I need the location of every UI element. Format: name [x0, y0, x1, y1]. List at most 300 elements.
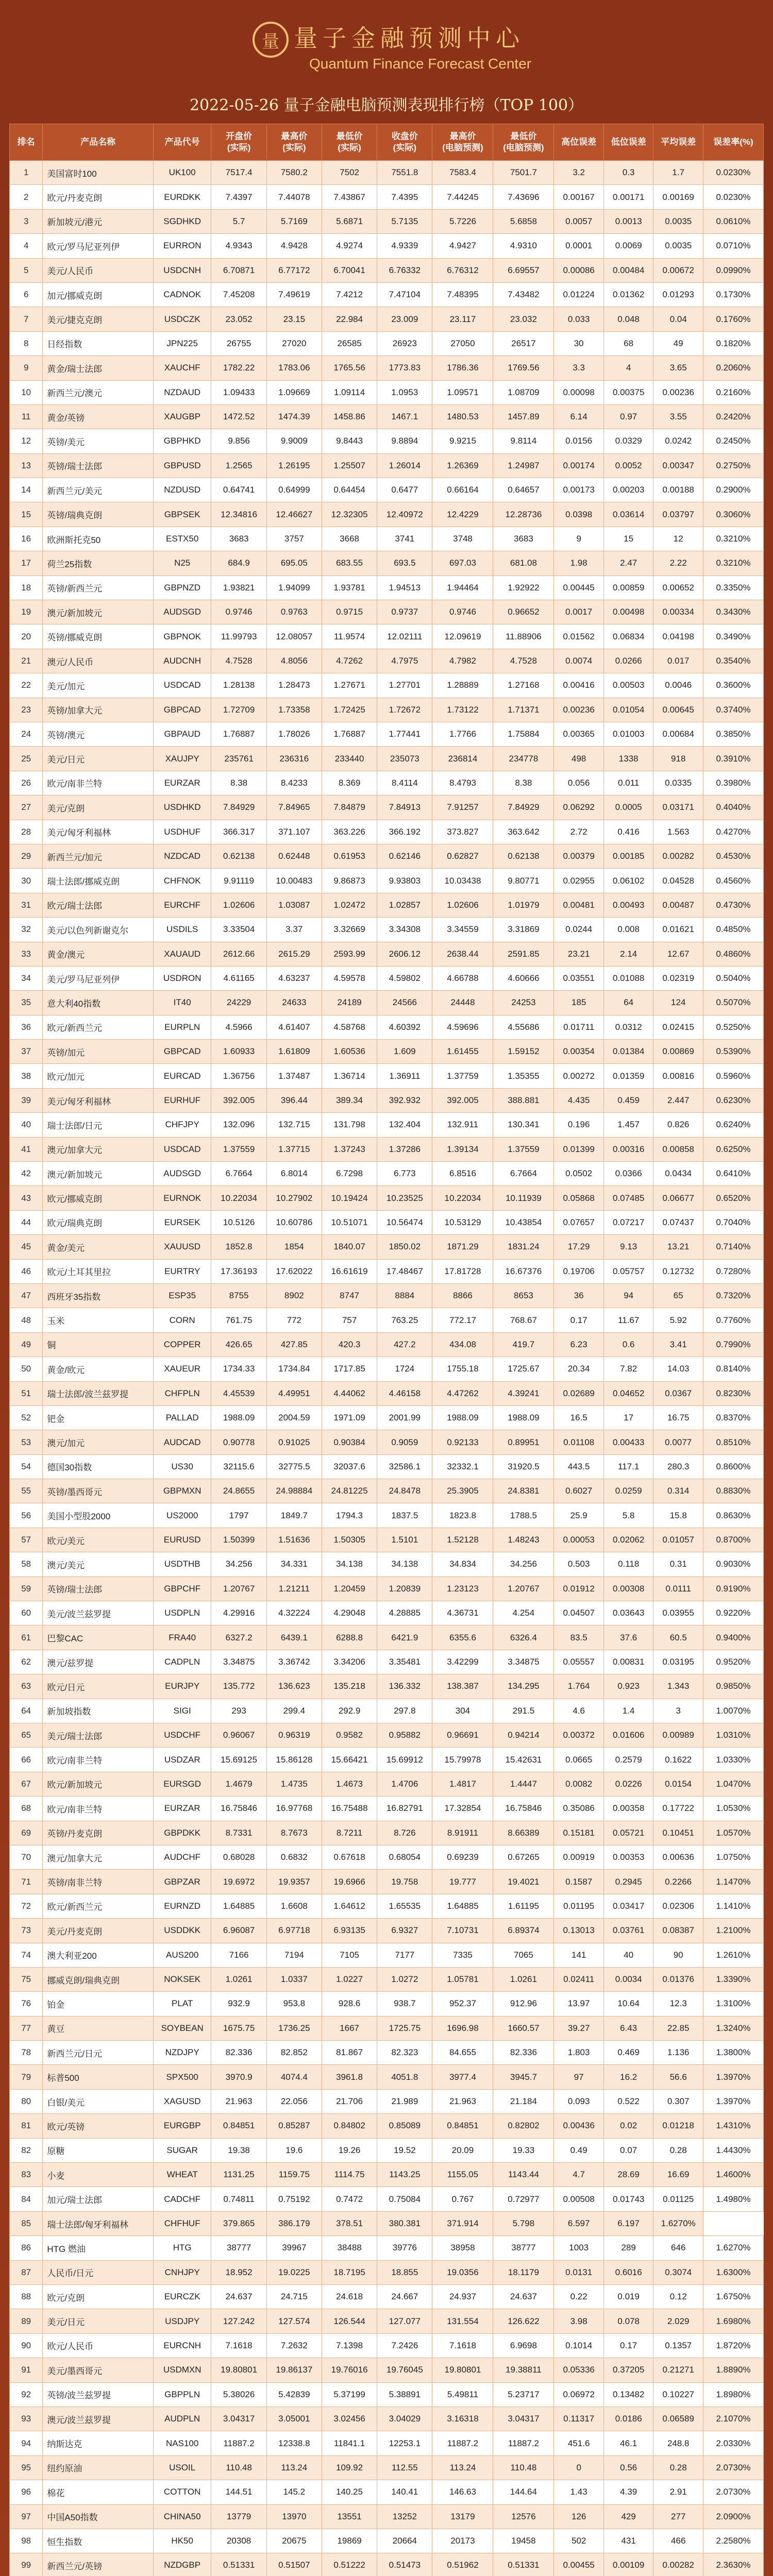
table-row — [10, 942, 764, 966]
avg-error-cell: 0.03195 — [653, 1650, 703, 1674]
high-cell: 1.61809 — [266, 1040, 322, 1064]
product-code-cell: UK100 — [153, 161, 211, 185]
predicted-high-cell: 1.39134 — [432, 1137, 493, 1161]
open-cell: 16.75846 — [211, 1797, 266, 1821]
predicted-high-cell: 9.9215 — [432, 429, 493, 453]
predicted-low-cell: 26517 — [493, 331, 554, 355]
predicted-low-cell: 21.184 — [493, 2089, 554, 2113]
rank-cell: 31 — [10, 893, 43, 917]
predicted-high-cell: 1.7766 — [432, 722, 493, 746]
high-cell: 427.85 — [266, 1332, 322, 1357]
low-error-cell: 0.05721 — [603, 1821, 653, 1845]
rank-cell: 20 — [10, 624, 43, 649]
product-name-cell: 美元/波兰兹罗提 — [43, 1601, 154, 1625]
avg-error-cell: 0.04 — [653, 307, 703, 331]
product-code-cell: HTG — [153, 2236, 211, 2260]
low-cell: 683.55 — [322, 551, 377, 575]
rank-cell: 93 — [10, 2406, 43, 2431]
high-error-cell: 0.49 — [554, 2138, 604, 2162]
high-cell: 1.03087 — [266, 893, 322, 917]
product-code-cell: USDDKK — [153, 1919, 211, 1943]
high-cell: 10.60786 — [266, 1210, 322, 1234]
predicted-high-cell: 7.91257 — [432, 795, 493, 820]
predicted-high-cell: 38958 — [432, 2236, 493, 2260]
low-error-cell: 0.2579 — [603, 1748, 653, 1772]
low-error-cell: 0.01003 — [603, 722, 653, 746]
predicted-high-cell: 32332.1 — [432, 1454, 493, 1479]
predicted-high-cell: 7583.4 — [432, 161, 493, 185]
product-code-cell: US30 — [153, 1454, 211, 1479]
low-cell: 1.4673 — [322, 1772, 377, 1796]
close-cell: 1724 — [377, 1357, 432, 1381]
product-name-cell: 欧元/南非兰特 — [43, 1748, 154, 1772]
product-code-cell: HK50 — [153, 2529, 211, 2553]
low-error-cell: 0.00484 — [603, 258, 653, 282]
high-cell: 371.107 — [266, 820, 322, 844]
high-cell: 3757 — [266, 527, 322, 551]
close-cell: 24.8478 — [377, 1479, 432, 1503]
open-cell: 9.91119 — [211, 869, 266, 893]
low-error-cell: 0.03417 — [603, 1894, 653, 1918]
low-cell: 3.34206 — [322, 1650, 377, 1674]
low-error-cell: 0.0259 — [603, 1479, 653, 1503]
avg-error-cell: 0.00169 — [653, 185, 703, 209]
open-cell: 12.34816 — [211, 502, 266, 527]
high-cell: 7.49619 — [266, 282, 322, 307]
low-error-cell: 15 — [603, 527, 653, 551]
product-code-cell: USDILS — [153, 918, 211, 942]
predicted-low-cell: 38777 — [493, 2236, 554, 2260]
table-row — [10, 1625, 764, 1650]
table-row — [10, 1162, 764, 1186]
predicted-high-cell: 1.64885 — [432, 1894, 493, 1918]
product-code-cell: SOYBEAN — [153, 2016, 211, 2040]
avg-error-cell: 0.0242 — [653, 429, 703, 453]
low-cell: 126.544 — [322, 2309, 377, 2333]
high-error-cell: 0.0131 — [554, 2260, 604, 2284]
table-row — [10, 551, 764, 575]
product-name-cell: HTG 燃油 — [43, 2236, 154, 2260]
low-error-cell: 0.118 — [603, 1552, 653, 1577]
product-name-cell: 黄豆 — [43, 2016, 154, 2040]
high-cell: 8.4233 — [266, 771, 322, 795]
product-name-cell: 瑞士法郎/日元 — [43, 1113, 154, 1137]
rank-cell: 48 — [10, 1308, 43, 1332]
table-row — [10, 1919, 764, 1943]
close-cell: 2606.12 — [377, 942, 432, 966]
high-error-cell: 0.04507 — [554, 1601, 604, 1625]
product-name-cell: 恒生指数 — [43, 2529, 154, 2553]
error-rate-cell: 1.3970% — [703, 2089, 764, 2113]
close-cell: 15.69912 — [377, 1748, 432, 1772]
open-cell: 5.7 — [211, 209, 266, 233]
rank-cell: 45 — [10, 1235, 43, 1259]
low-error-cell: 0.01606 — [603, 1723, 653, 1748]
high-error-cell: 13.97 — [554, 1992, 604, 2016]
high-error-cell: 97 — [554, 2065, 604, 2089]
product-name-cell: 欧元/克朗 — [43, 2284, 154, 2309]
avg-error-cell: 3.65 — [653, 356, 703, 380]
high-error-cell: 4.7 — [554, 2163, 604, 2187]
table-row — [10, 2333, 764, 2358]
error-rate-cell: 0.7760% — [703, 1308, 764, 1332]
low-cell: 6.7298 — [322, 1162, 377, 1186]
predicted-low-cell: 6.9698 — [493, 2333, 554, 2358]
product-name-cell: 人民币/日元 — [43, 2260, 154, 2284]
high-error-cell: 0.0398 — [554, 502, 604, 527]
high-cell: 2615.29 — [266, 942, 322, 966]
high-error-cell: 0.00416 — [554, 673, 604, 698]
table-row — [10, 1381, 764, 1405]
product-name-cell: 美元/墨西哥元 — [43, 2358, 154, 2382]
predicted-low-cell: 0.64657 — [493, 478, 554, 502]
high-error-cell: 0.00173 — [554, 478, 604, 502]
predicted-high-cell: 1823.8 — [432, 1503, 493, 1528]
rank-cell: 89 — [10, 2309, 43, 2333]
predicted-low-cell: 130.341 — [493, 1113, 554, 1137]
predicted-high-cell: 12.09619 — [432, 624, 493, 649]
close-cell: 24.667 — [377, 2284, 432, 2309]
close-cell: 3.04029 — [377, 2406, 432, 2431]
table-row — [10, 307, 764, 331]
product-name-cell: 美元/人民币 — [43, 258, 154, 282]
table-row — [10, 2358, 764, 2382]
predicted-high-cell: 10.22034 — [432, 1186, 493, 1210]
low-error-cell: 429 — [603, 2504, 653, 2529]
product-code-cell: GBPHKD — [153, 429, 211, 453]
avg-error-cell: 277 — [653, 2504, 703, 2529]
error-rate-cell: 0.7140% — [703, 1235, 764, 1259]
product-name-cell: 美元/日元 — [43, 747, 154, 771]
predicted-low-cell: 5.6858 — [493, 209, 554, 233]
low-cell: 19.26 — [322, 2138, 377, 2162]
table-row — [10, 2187, 764, 2211]
predicted-low-cell: 0.89951 — [493, 1430, 554, 1454]
high-cell: 1783.06 — [266, 356, 322, 380]
table-row — [10, 1405, 764, 1430]
open-cell: 1131.25 — [211, 2163, 266, 2187]
low-cell: 21.706 — [322, 2089, 377, 2113]
predicted-high-cell: 27050 — [432, 331, 493, 355]
high-cell: 136.623 — [266, 1674, 322, 1699]
predicted-high-cell: 373.827 — [432, 820, 493, 844]
high-error-cell: 0.00053 — [554, 1528, 604, 1552]
avg-error-cell: 124 — [653, 991, 703, 1015]
product-code-cell: EURNZD — [153, 1894, 211, 1918]
error-rate-cell: 1.1470% — [703, 1870, 764, 1894]
low-error-cell: 1.457 — [603, 1113, 653, 1137]
predicted-high-cell: 3.42299 — [432, 1650, 493, 1674]
avg-error-cell: 1.7 — [653, 161, 703, 185]
close-cell: 19.76045 — [377, 2358, 432, 2382]
close-cell: 17.48467 — [377, 1259, 432, 1283]
open-cell: 20308 — [211, 2529, 266, 2553]
product-code-cell: EURDKK — [153, 185, 211, 209]
table-row — [10, 380, 764, 404]
predicted-high-cell: 236814 — [432, 747, 493, 771]
product-name-cell: 美元/匈牙利福林 — [43, 820, 154, 844]
close-cell: 23.009 — [377, 307, 432, 331]
predicted-high-cell: 146.63 — [432, 2480, 493, 2504]
high-error-cell: 0.11317 — [554, 2406, 604, 2431]
product-name-cell: 加元/挪威克朗 — [43, 282, 154, 307]
error-rate-cell: 0.1760% — [703, 307, 764, 331]
error-rate-cell: 0.9190% — [703, 1577, 764, 1601]
close-cell: 127.077 — [377, 2309, 432, 2333]
predicted-high-cell: 0.767 — [432, 2187, 493, 2211]
rank-cell: 65 — [10, 1723, 43, 1748]
predicted-high-cell: 4.47262 — [432, 1381, 493, 1405]
open-cell: 1.2565 — [211, 453, 266, 478]
table-row — [10, 258, 764, 282]
low-cell: 1.37243 — [322, 1137, 377, 1161]
high-cell: 6439.1 — [266, 1625, 322, 1650]
low-cell: 1667 — [322, 2016, 377, 2040]
error-rate-cell: 0.8510% — [703, 1430, 764, 1454]
column-header: 低位误差 — [603, 124, 653, 161]
avg-error-cell: 0.31 — [653, 1552, 703, 1577]
rank-cell: 49 — [10, 1332, 43, 1357]
low-error-cell: 9.13 — [603, 1235, 653, 1259]
product-name-cell: 英镑/澳元 — [43, 722, 154, 746]
product-name-cell: 棉花 — [43, 2480, 154, 2504]
close-cell: 392.932 — [377, 1088, 432, 1112]
open-cell: 1472.52 — [211, 404, 266, 429]
high-error-cell: 39.27 — [554, 2016, 604, 2040]
high-cell: 1.4735 — [266, 1772, 322, 1796]
close-cell: 24566 — [377, 991, 432, 1015]
product-code-cell: EURSEK — [153, 1210, 211, 1234]
low-cell: 1765.56 — [322, 356, 377, 380]
open-cell: 1782.22 — [211, 356, 266, 380]
predicted-low-cell: 11887.2 — [493, 2431, 554, 2455]
open-cell: 1.4679 — [211, 1772, 266, 1796]
product-code-cell: XAUCHF — [153, 356, 211, 380]
close-cell: 12.02111 — [377, 624, 432, 649]
low-error-cell: 0.37205 — [603, 2358, 653, 2382]
predicted-high-cell: 84.655 — [432, 2041, 493, 2065]
close-cell: 8884 — [377, 1283, 432, 1308]
product-name-cell: 美国富时100 — [43, 161, 154, 185]
high-cell: 4.49951 — [266, 1381, 322, 1405]
predicted-low-cell: 19.33 — [493, 2138, 554, 2162]
high-cell: 1736.25 — [266, 2016, 322, 2040]
low-error-cell: 0.019 — [603, 2284, 653, 2309]
product-name-cell: 加元/瑞士法郎 — [43, 2187, 154, 2211]
high-cell: 299.4 — [266, 1699, 322, 1723]
avg-error-cell: 2.447 — [653, 1088, 703, 1112]
high-error-cell: 498 — [554, 747, 604, 771]
close-cell: 763.25 — [377, 1308, 432, 1332]
table-row — [10, 1137, 764, 1161]
predicted-low-cell: 6326.4 — [493, 1625, 554, 1650]
table-row — [10, 2529, 764, 2553]
product-code-cell: GBPCHF — [153, 1577, 211, 1601]
low-cell: 3961.8 — [322, 2065, 377, 2089]
low-error-cell: 4 — [603, 356, 653, 380]
avg-error-cell: 65 — [653, 1283, 703, 1308]
high-error-cell: 443.5 — [554, 1454, 604, 1479]
close-cell: 8.726 — [377, 1821, 432, 1845]
close-cell: 16.82791 — [377, 1797, 432, 1821]
predicted-low-cell: 1.35355 — [493, 1064, 554, 1088]
close-cell: 1467.1 — [377, 404, 432, 429]
open-cell: 1.09433 — [211, 380, 266, 404]
table-row — [10, 282, 764, 307]
open-cell: 235761 — [211, 747, 266, 771]
low-cell: 15.66421 — [322, 1748, 377, 1772]
open-cell: 4.7528 — [211, 649, 266, 673]
low-error-cell: 40 — [603, 1943, 653, 1967]
error-rate-cell: 1.0310% — [703, 1723, 764, 1748]
close-cell: 6421.9 — [377, 1625, 432, 1650]
rank-cell: 66 — [10, 1748, 43, 1772]
low-cell: 8.7211 — [322, 1821, 377, 1845]
table-row — [10, 1894, 764, 1918]
predicted-high-cell: 19.0356 — [432, 2260, 493, 2284]
ranking-table — [9, 124, 764, 2576]
predicted-high-cell: 20173 — [432, 2529, 493, 2553]
column-header: 高位误差 — [554, 124, 604, 161]
predicted-low-cell: 4.55686 — [493, 1015, 554, 1039]
predicted-low-cell: 1725.67 — [493, 1357, 554, 1381]
table-row — [10, 1113, 764, 1137]
rank-cell: 18 — [10, 575, 43, 600]
rank-cell: 44 — [10, 1210, 43, 1234]
close-cell: 32586.1 — [377, 1454, 432, 1479]
predicted-low-cell: 5.798 — [493, 2211, 554, 2235]
predicted-low-cell: 681.08 — [493, 551, 554, 575]
product-code-cell: EURTRY — [153, 1259, 211, 1283]
table-row — [10, 2114, 764, 2138]
predicted-high-cell: 3977.4 — [432, 2065, 493, 2089]
avg-error-cell: 0.12 — [653, 2284, 703, 2309]
high-cell: 19.86137 — [266, 2358, 322, 2382]
product-name-cell: 英镑/瑞士法郎 — [43, 453, 154, 478]
error-rate-cell: 0.3980% — [703, 771, 764, 795]
high-cell: 236316 — [266, 747, 322, 771]
predicted-high-cell: 23.117 — [432, 307, 493, 331]
close-cell: 7.47104 — [377, 282, 432, 307]
product-code-cell: USDCHF — [153, 1723, 211, 1748]
high-cell: 32775.5 — [266, 1454, 322, 1479]
product-name-cell: 欧元/英镑 — [43, 2114, 154, 2138]
predicted-high-cell: 304 — [432, 1699, 493, 1723]
open-cell: 32115.6 — [211, 1454, 266, 1479]
low-cell: 24189 — [322, 991, 377, 1015]
predicted-high-cell: 8.91911 — [432, 1821, 493, 1845]
predicted-low-cell: 1.37559 — [493, 1137, 554, 1161]
rank-cell: 13 — [10, 453, 43, 478]
error-rate-cell: 0.9850% — [703, 1674, 764, 1699]
table-row — [10, 624, 764, 649]
high-cell: 15.86128 — [266, 1748, 322, 1772]
predicted-low-cell: 7.84929 — [493, 795, 554, 820]
high-cell: 1.94099 — [266, 575, 322, 600]
product-code-cell: GBPZAR — [153, 1870, 211, 1894]
high-error-cell: 16.5 — [554, 1405, 604, 1430]
product-code-cell: AUS200 — [153, 1943, 211, 1967]
close-cell: 4.59802 — [377, 966, 432, 990]
avg-error-cell: 0.00282 — [653, 2553, 703, 2576]
high-cell: 0.91025 — [266, 1430, 322, 1454]
avg-error-cell: 0.0046 — [653, 673, 703, 698]
high-error-cell: 0.00379 — [554, 844, 604, 868]
low-cell: 18.7195 — [322, 2260, 377, 2284]
rank-cell: 94 — [10, 2431, 43, 2455]
high-cell: 19.0225 — [266, 2260, 322, 2284]
product-name-cell: 欧元/美元 — [43, 1528, 154, 1552]
table-row — [10, 404, 764, 429]
predicted-high-cell: 20.09 — [432, 2138, 493, 2162]
table-row — [10, 1797, 764, 1821]
avg-error-cell: 0.01293 — [653, 282, 703, 307]
avg-error-cell: 0.12732 — [653, 1259, 703, 1283]
product-name-cell: 英镑/南非兰特 — [43, 1870, 154, 1894]
rank-cell: 56 — [10, 1503, 43, 1528]
close-cell: 18.855 — [377, 2260, 432, 2284]
open-cell: 4.5966 — [211, 1015, 266, 1039]
product-name-cell: 新西兰元/英镑 — [43, 2553, 154, 2576]
close-cell: 20664 — [377, 2529, 432, 2553]
table-row — [10, 795, 764, 820]
error-rate-cell: 1.4310% — [703, 2114, 764, 2138]
high-cell: 0.9763 — [266, 600, 322, 624]
high-error-cell: 451.6 — [554, 2431, 604, 2455]
avg-error-cell: 0.00869 — [653, 1040, 703, 1064]
open-cell: 5.38026 — [211, 2382, 266, 2406]
table-header-row — [10, 124, 764, 161]
avg-error-cell: 1.343 — [653, 1674, 703, 1699]
open-cell: 1.02606 — [211, 893, 266, 917]
error-rate-cell: 1.0470% — [703, 1772, 764, 1796]
close-cell: 132.404 — [377, 1113, 432, 1137]
low-cell: 135.218 — [322, 1674, 377, 1699]
avg-error-cell: 0.0335 — [653, 771, 703, 795]
open-cell: 23.052 — [211, 307, 266, 331]
low-cell: 1.36714 — [322, 1064, 377, 1088]
table-row — [10, 1503, 764, 1528]
table-row — [10, 1088, 764, 1112]
rank-cell: 86 — [10, 2236, 43, 2260]
error-rate-cell: 0.2420% — [703, 404, 764, 429]
high-error-cell: 0.00167 — [554, 185, 604, 209]
open-cell: 34.256 — [211, 1552, 266, 1577]
product-code-cell: NZDGBP — [153, 2553, 211, 2576]
predicted-high-cell: 6355.6 — [432, 1625, 493, 1650]
close-cell: 1725.75 — [377, 2016, 432, 2040]
low-error-cell: 0.6 — [603, 1332, 653, 1357]
close-cell: 13252 — [377, 2504, 432, 2529]
high-cell: 4074.4 — [266, 2065, 322, 2089]
open-cell: 0.9746 — [211, 600, 266, 624]
avg-error-cell: 0.17722 — [653, 1797, 703, 1821]
predicted-high-cell: 5.7226 — [432, 209, 493, 233]
product-name-cell: 纽约原油 — [43, 2455, 154, 2480]
rank-cell: 91 — [10, 2358, 43, 2382]
open-cell: 366.317 — [211, 820, 266, 844]
product-code-cell: IT40 — [153, 991, 211, 1015]
high-cell: 1.6608 — [266, 1894, 322, 1918]
product-code-cell: USDHUF — [153, 820, 211, 844]
predicted-low-cell: 6.7664 — [493, 1162, 554, 1186]
predicted-low-cell: 23.032 — [493, 307, 554, 331]
low-cell: 0.90384 — [322, 1430, 377, 1454]
product-code-cell: XAUGBP — [153, 404, 211, 429]
error-rate-cell: 0.3210% — [703, 527, 764, 551]
product-code-cell: SUGAR — [153, 2138, 211, 2162]
product-name-cell: 美元/匈牙利福林 — [43, 1088, 154, 1112]
